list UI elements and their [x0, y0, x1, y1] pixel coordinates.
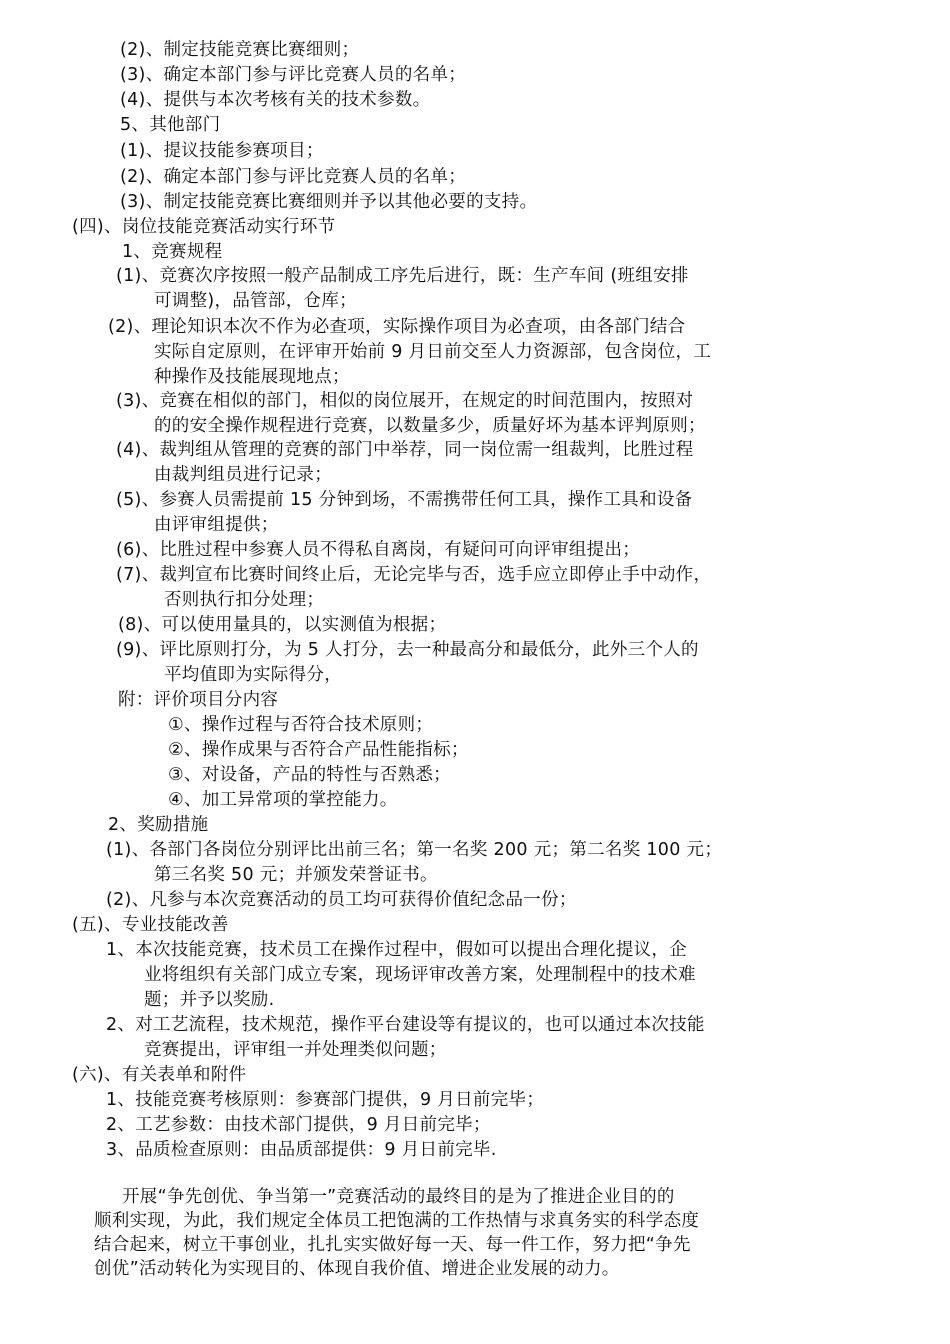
list-item: 1、本次技能竞赛，技术员工在操作过程中，假如可以提出合理化提议，企 — [106, 940, 688, 960]
list-item-continuation: 由评审组提供； — [154, 515, 279, 535]
list-item-continuation: 种操作及技能展现地点； — [154, 367, 350, 387]
list-item: ④、加工异常项的掌控能力。 — [168, 790, 398, 810]
list-item-continuation: 否则执行扣分处理； — [164, 590, 325, 610]
list-item: (2)、理论知识本次不作为必查项，实际操作项目为必查项，由各部门结合 — [108, 317, 686, 337]
list-item: (3)、确定本部门参与评比竞赛人员的名单； — [120, 65, 467, 85]
closing-paragraph — [94, 1185, 894, 1281]
list-item: (2)、凡参与本次竞赛活动的员工均可获得价值纪念品一份； — [106, 890, 577, 910]
paragraph-line: 创优”活动转化为实现目的、体现自我价值、增进企业发展的动力。 — [94, 1259, 620, 1279]
list-item: 2、对工艺流程，技术规范，操作平台建设等有提议的，也可以通过本次技能 — [106, 1015, 705, 1035]
section-heading: (四)、岗位技能竞赛活动实行环节 — [72, 217, 336, 237]
list-item: (1)、竞赛次序按照一般产品制成工序先后进行，既：生产车间 (班组安排 — [116, 266, 689, 286]
list-item-continuation: 平均值即为实际得分， — [164, 665, 342, 685]
list-item: (2)、制定技能竞赛比赛细则； — [120, 40, 360, 60]
list-item: 1、技能竞赛考核原则：参赛部门提供，9 月日前完毕； — [106, 1090, 545, 1110]
list-item: (2)、确定本部门参与评比竞赛人员的名单； — [120, 167, 467, 187]
appendix-heading: 附：评价项目分内容 — [118, 690, 279, 710]
list-item: (5)、参赛人员需提前 15 分钟到场，不需携带任何工具，操作工具和设备 — [116, 490, 693, 510]
list-item: ①、操作过程与否符合技术原则； — [168, 715, 434, 735]
paragraph-line: 顺利实现，为此，我们规定全体员工把饱满的工作热情与求真务实的科学态度 — [94, 1211, 700, 1231]
list-item-continuation: 第三名奖 50 元；并颁发荣誉证书。 — [154, 865, 438, 885]
list-item: ②、操作成果与否符合产品性能指标； — [168, 740, 469, 760]
list-item: ③、对设备，产品的特性与否熟悉； — [168, 765, 451, 785]
section-heading: (六)、有关表单和附件 — [72, 1065, 247, 1085]
list-item: (7)、裁判宣布比赛时间终止后，无论完毕与否，选手应立即停止手中动作， — [116, 565, 712, 585]
list-item: 3、品质检查原则：由品质部提供：9 月日前完毕. — [106, 1140, 497, 1160]
list-item-continuation: 的的安全操作规程进行竞赛，以数量多少，质量好坏为基本评判原则； — [154, 416, 706, 436]
list-item: (8)、可以使用量具的，以实测值为根据； — [118, 615, 447, 635]
list-item: (4)、裁判组从管理的竞赛的部门中举荐，同一岗位需一组裁判，比胜过程 — [116, 440, 694, 460]
list-item: (3)、竞赛在相似的部门，相似的岗位展开，在规定的时间范围内，按照对 — [116, 391, 694, 411]
list-item-continuation: 可调整)，品管部，仓库； — [154, 291, 357, 311]
list-item: (9)、评比原则打分，为 5 人打分，去一种最高分和最低分，此外三个人的 — [116, 640, 699, 660]
list-item: (4)、提供与本次考核有关的技术参数。 — [120, 90, 431, 110]
section-heading: 5、其他部门 — [120, 115, 221, 135]
paragraph-line: 开展“争先创优、争当第一”竞赛活动的最终目的是为了推进企业目的的 — [122, 1187, 675, 1207]
list-item: 2、工艺参数：由技术部门提供，9 月日前完毕； — [106, 1115, 491, 1135]
paragraph-line: 结合起来，树立干事创业，扎扎实实做好每一天、每一件工作，努力把“争先 — [94, 1235, 691, 1255]
subsection-heading: 2、奖励措施 — [108, 815, 209, 835]
list-item: (1)、各部门各岗位分别评比出前三名；第一名奖 200 元；第二名奖 100 元； — [106, 840, 723, 860]
list-item-continuation: 竞赛提出，评审组一并处理类似问题； — [144, 1040, 447, 1060]
list-item: (6)、比胜过程中参赛人员不得私自离岗，有疑问可向评审组提出； — [116, 540, 641, 560]
list-item-continuation: 业将组织有关部门成立专案，现场评审改善方案，处理制程中的技术难 — [144, 965, 696, 985]
list-item: (1)、提议技能参赛项目； — [120, 141, 324, 161]
list-item-continuation: 实际自定原则，在评审开始前 9 月日前交至人力资源部，包含岗位，工 — [154, 342, 712, 362]
list-item: (3)、制定技能竞赛比赛细则并予以其他必要的支持。 — [120, 192, 538, 212]
subsection-heading: 1、竞赛规程 — [122, 242, 223, 262]
list-item-continuation: 由裁判组员进行记录； — [154, 465, 332, 485]
list-item-continuation: 题；并予以奖励. — [144, 990, 275, 1010]
section-heading: (五)、专业技能改善 — [72, 915, 229, 935]
